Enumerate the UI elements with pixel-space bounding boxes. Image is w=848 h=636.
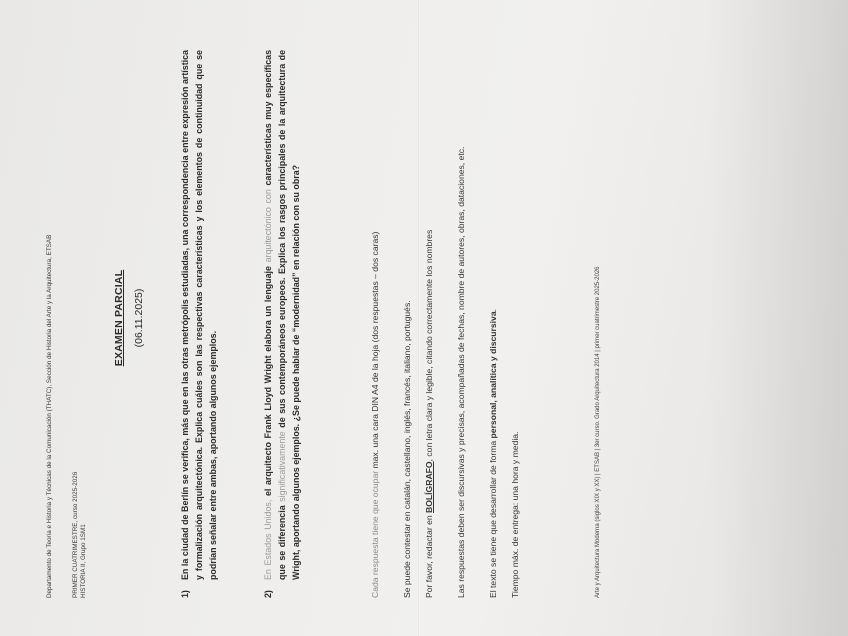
- instruction-pen: Por favor, redactar en BOLÍGRAFO, con letra clara y legible, citando correctamente los nombres: [424, 229, 434, 598]
- question-text: En Estados Unidos, el arquitecto Frank Lloyd Wright elabora un lenguaje arquitectónico con características muy específicas que se diferencia significativamente de sus contemporáneos europeos. Explica los rasgos principales de la arquitectura de Wright, aportando algunos ejemplos. ¿Se puede hablar de “modernidad” en relación con su obra?: [263, 49, 301, 580]
- exam-date: (06.11.2025): [133, 288, 145, 348]
- question-text: En la ciudad de Berlín se verifica, más que en las otras metrópolis estudiadas, una correspondencia entre expresión artística y formalización arquitectónica. Explica cuáles son las respectivas características y los elementos de continuidad que se podrían señalar entre ambas, aportando algunos ejemplos.: [180, 50, 218, 580]
- instruction-style: El texto se tiene que desarrollar de forma personal, analítica y discursiva.: [488, 308, 498, 598]
- instruction-content: Las respuestas deben ser discursivas y precisas, acompañadas de fechas, nombre de autores, obras, dataciones, etc.: [456, 146, 466, 598]
- group-line: HISTORIA II, Grupo 1SM1: [80, 524, 87, 598]
- department-header: Departamento de Teoría e Historia y Técnicas de la Comunicación (THATC), Sección de Historia del Arte y la Arquitectura, ETSAB: [46, 234, 53, 598]
- question-1: [178, 50, 220, 598]
- paper-shadow: [708, 0, 848, 636]
- question-number: 1): [180, 590, 190, 598]
- page-footer: Arte y Arquitectura Moderna (siglos XIX y XX) | ETSAB | 3er curso. Grado Arquitectura 2014 | primer cuatrimestre 2025-2026: [595, 266, 601, 598]
- instruction-length: Cada respuesta tiene que ocupar max. una cara DIN A4 de la hoja (dos respuestas – dos caras): [370, 231, 380, 598]
- instruction-time: Tiempo máx. de entrega: una hora y media.: [510, 431, 520, 598]
- question-2: [261, 50, 303, 598]
- term-line: PRIMER CUATRIMESTRE, curso 2025-2026: [72, 471, 79, 598]
- question-number: 2): [263, 590, 273, 598]
- instruction-languages: Se puede contestar en catalán, castellano, inglés, francés, italiano, portugués.: [402, 300, 412, 598]
- exam-title: EXAMEN PARCIAL: [113, 269, 125, 367]
- exam-page: [38, 38, 678, 598]
- course-info: [72, 298, 88, 598]
